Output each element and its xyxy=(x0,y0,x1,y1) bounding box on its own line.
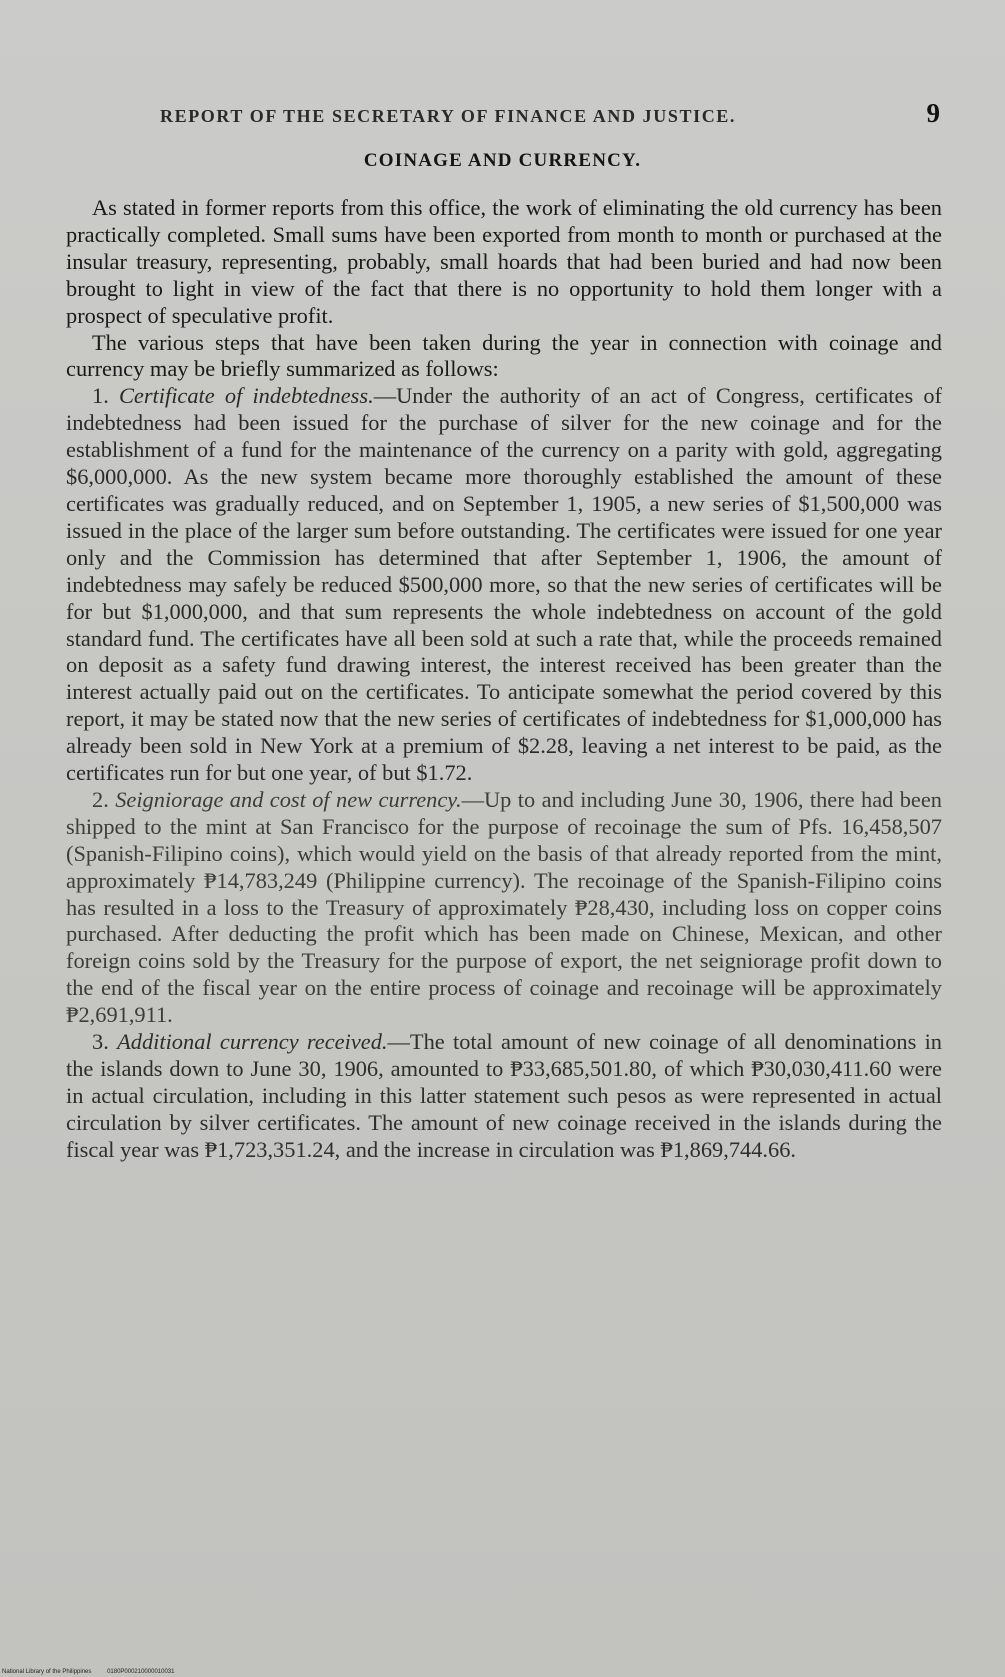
running-title: REPORT OF THE SECRETARY OF FINANCE AND JUSTICE. xyxy=(160,106,737,126)
paragraph-heading: Seigniorage and cost of new currency. xyxy=(115,786,462,812)
section-title: COINAGE AND CURRENCY. xyxy=(363,150,642,171)
paragraph-seigniorage xyxy=(66,787,942,1029)
paragraph-intro-1: As stated in former reports from this office, the work of eliminating the old currency has been practically completed. Small sums have been exported from month to month or purchased at the insular treasury, representing, probably, small hoards that had been buried and had now been brought to light in view of the fact that there is no opportunity to hold them longer with a prospect of speculative profit. xyxy=(66,195,942,328)
paragraph-number: 3. xyxy=(92,1029,109,1055)
paragraph-intro-2: The various steps that have been taken during the year in connection with coinage and currency may be briefly summarized as follows: xyxy=(66,329,942,382)
footer-library: National Library of the Philippines xyxy=(2,1669,92,1675)
paragraph-text: —The total amount of new coinage of all denominations in the islands down to June 30, 1906, amounted to ₱33,685,501.80, of which ₱30,030,411.60 were in actual circulation, including in this latter statement such pesos as were represented in actual circulation by silver certificates. The amount of new coinage received in the islands during the fiscal year was ₱1,723,351.24, and the increase in circulation was ₱1,869,744.66. xyxy=(66,1029,942,1162)
paragraph-number: 2. xyxy=(92,786,109,812)
paragraph-number: 1. xyxy=(92,383,109,409)
paragraph-additional-currency xyxy=(66,1029,942,1164)
paragraph-text: —Up to and including June 30, 1906, there had been shipped to the mint at San Francisco for the purpose of recoinage the sum of Pfs. 16,458,507 (Spanish-Filipino coins), which would yield on the basis of that already reported from the mint, approximately ₱14,783,249 (Philippine currency). The recoinage of the Spanish-Filipino coins has resulted in a loss to the Treasury of approximately ₱28,430, including loss on copper coins purchased. After deducting the profit which has been made on Chinese, Mexican, and other foreign coins sold by the Treasury for the purpose of export, the net seigniorage profit down to the end of the fiscal year on the entire process of coinage and recoinage will be approximately ₱2,691,911. xyxy=(66,786,942,1028)
paragraph-certificate-of-indebtedness xyxy=(66,383,942,787)
paragraph-heading: Additional currency received. xyxy=(117,1029,388,1055)
body-text xyxy=(66,195,942,1164)
running-header xyxy=(160,98,940,129)
scan-footer xyxy=(2,1669,188,1675)
paragraph-text: —Under the authority of an act of Congress, certificates of indebtedness had been issued for the purchase of silver for the new coinage and for the establishment of a fund for the maintenance of the currency on a parity with gold, aggregating $6,000,000. As the new system became more thoroughly established the amount of these certificates was gradually reduced, and on September 1, 1905, a new series of $1,500,000 was issued in the place of the larger sum before outstanding. The certificates were issued for one year only and the Commission has determined that after September 1, 1906, the amount of indebtedness may safely be reduced $500,000 more, so that the new series of certificates will be for but $1,000,000, and that sum represents the whole indebtedness on account of the gold standard fund. The certificates have all been sold at such a rate that, while the proceeds remained on deposit as a safety fund drawing interest, the interest received has been greater than the interest actually paid out on the certificates. To anticipate somewhat the period covered by this report, it may be stated now that the new series of certificates of indebtedness for $1,000,000 has already been sold in New York at a premium of $2.28, leaving a net interest to be paid, as the certificates run for but one year, of but $1.72. xyxy=(66,383,942,786)
page-number: 9 xyxy=(926,98,940,128)
footer-code: 0180P000210000010031 xyxy=(107,1669,175,1675)
paragraph-heading: Certificate of indebtedness. xyxy=(118,383,374,409)
